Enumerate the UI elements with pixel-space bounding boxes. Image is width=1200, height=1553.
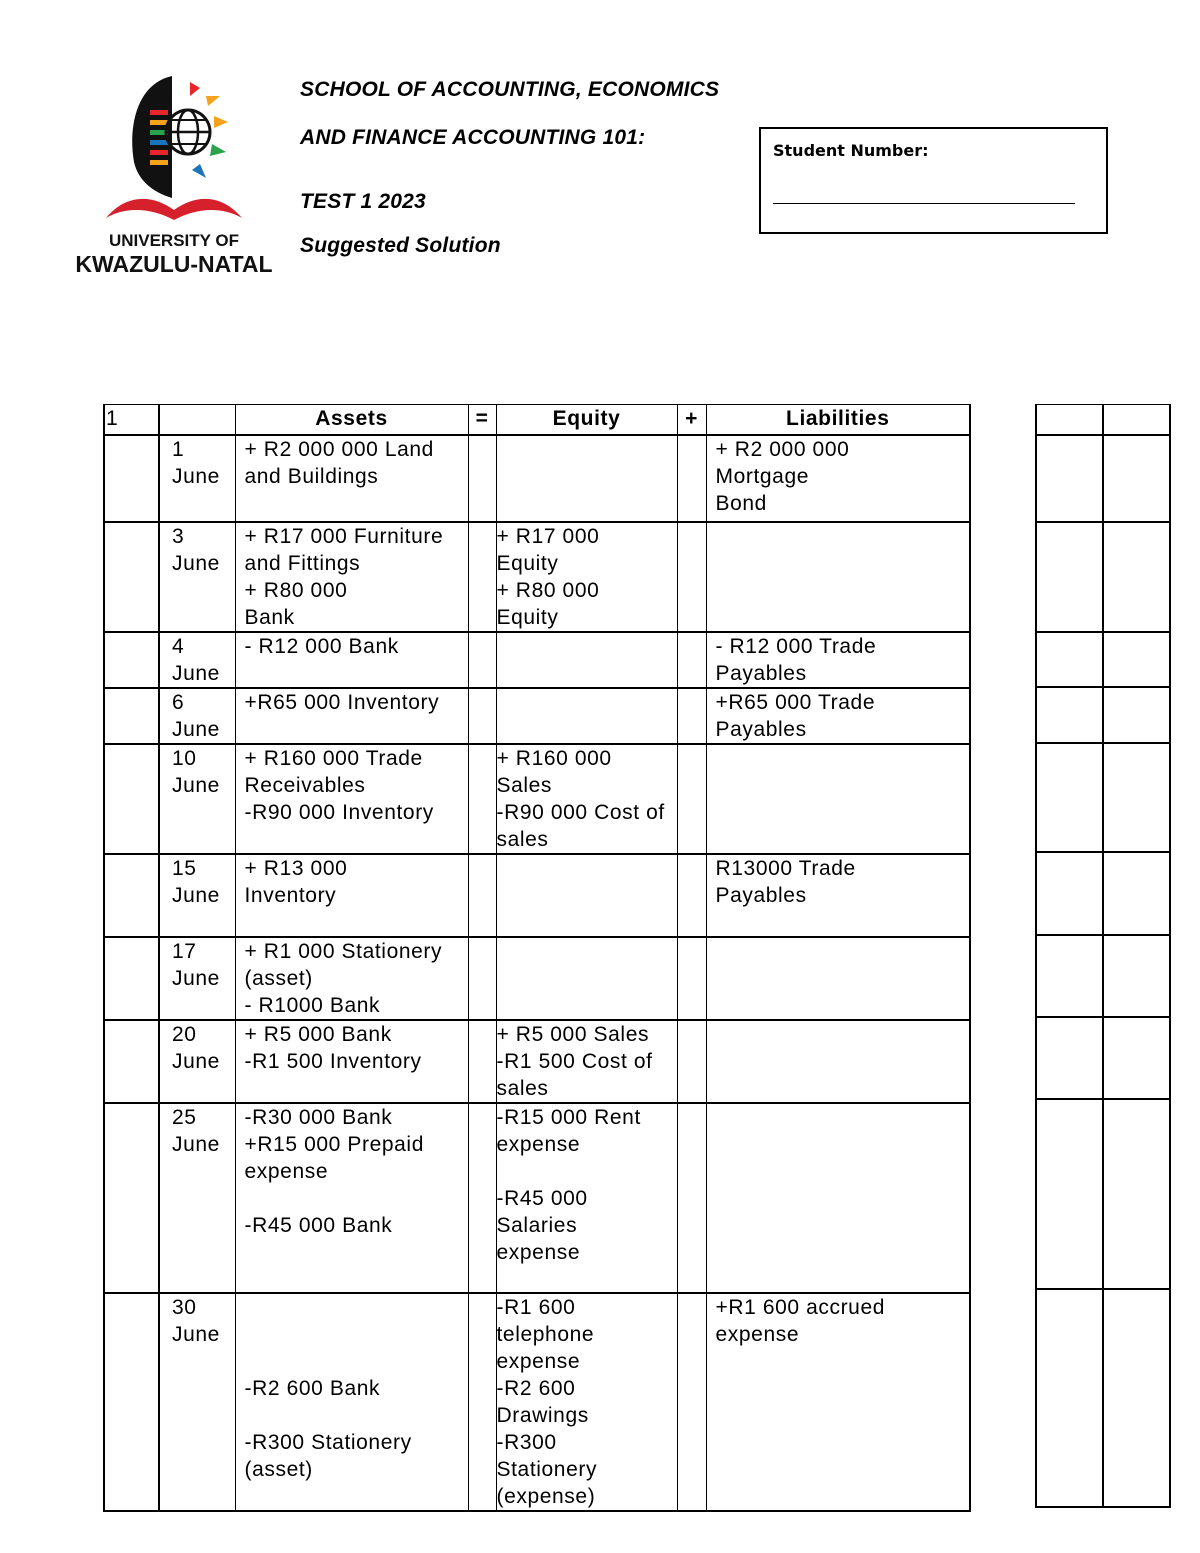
equity-cell-line: + R80 000 — [496, 578, 600, 602]
liabilities-cell — [706, 522, 970, 632]
marks-cell — [1036, 743, 1103, 852]
date-cell — [159, 937, 235, 1020]
assets-cell-line: -R2 600 Bank — [244, 1376, 381, 1400]
date-day: 6 — [172, 690, 185, 714]
assets-cell — [235, 744, 468, 854]
student-number-label: Student Number: — [773, 141, 929, 160]
marks-cell — [1103, 1017, 1170, 1099]
assets-cell-line — [245, 1321, 468, 1348]
equity-cell — [496, 937, 677, 1020]
liabilities-cell — [706, 937, 970, 1020]
assets-cell — [235, 1293, 468, 1511]
date-cell — [159, 1293, 235, 1511]
assets-cell-line — [245, 1348, 468, 1375]
table-row — [104, 688, 970, 744]
date-cell — [159, 1020, 235, 1103]
date-cell — [159, 632, 235, 688]
equity-cell-line: Drawings — [496, 1403, 589, 1427]
liabilities-cell-line: +R65 000 Trade — [715, 690, 876, 714]
date-month: June — [172, 1132, 220, 1156]
marks-cell — [1103, 852, 1170, 935]
header-plus-sign: + — [677, 405, 706, 435]
liabilities-cell — [706, 1293, 970, 1511]
equity-cell-line: -R1 600 — [496, 1295, 576, 1319]
equity-cell — [496, 744, 677, 854]
date-day: 20 — [172, 1022, 197, 1046]
equity-cell-line: telephone — [496, 1322, 595, 1346]
equity-cell-line: expense — [496, 1132, 581, 1156]
marks-row — [1036, 1289, 1170, 1507]
assets-cell-line: -R30 000 Bank — [244, 1105, 393, 1129]
date-month: June — [172, 551, 220, 575]
liabilities-cell-line: R13000 Trade — [715, 856, 856, 880]
marks-cell — [1036, 935, 1103, 1017]
svg-text:UNIVERSITY OF: UNIVERSITY OF — [108, 231, 240, 250]
liabilities-cell — [706, 632, 970, 688]
assets-cell-line: Inventory — [244, 883, 337, 907]
equity-cell — [496, 854, 677, 937]
equity-cell — [496, 435, 677, 522]
equity-cell-line: Stationery — [496, 1457, 598, 1481]
date-month: June — [172, 464, 220, 488]
marks-row — [1036, 852, 1170, 935]
table-header-row — [104, 405, 970, 435]
date-day: 4 — [172, 634, 185, 658]
equity-cell-line: + R160 000 — [496, 746, 612, 770]
equity-cell-line: Equity — [496, 605, 559, 629]
assets-cell-line: +R15 000 Prepaid — [244, 1132, 424, 1156]
equity-cell-line: -R90 000 Cost of — [496, 800, 665, 824]
date-month: June — [172, 661, 220, 685]
liabilities-cell-line: Bond — [715, 491, 767, 515]
assets-cell-line: + R160 000 Trade — [244, 746, 423, 770]
liabilities-cell — [706, 435, 970, 522]
marks-row — [1036, 1099, 1170, 1289]
assets-cell-line: and Buildings — [244, 464, 379, 488]
liabilities-cell-line: Mortgage — [715, 464, 810, 488]
equity-cell-line: Salaries — [496, 1213, 578, 1237]
equity-cell-line: sales — [496, 1076, 549, 1100]
equity-cell-line: Equity — [496, 551, 559, 575]
equity-cell-line: -R15 000 Rent — [496, 1105, 641, 1129]
equity-cell-line: -R45 000 — [496, 1186, 588, 1210]
assets-cell-line: + R80 000 — [244, 578, 348, 602]
date-month: June — [172, 966, 220, 990]
marks-cell — [1103, 1289, 1170, 1507]
marks-cell — [1036, 1017, 1103, 1099]
marks-cell — [1103, 1099, 1170, 1289]
date-month: June — [172, 1049, 220, 1073]
marks-cell — [1036, 852, 1103, 935]
date-month: June — [172, 1322, 220, 1346]
marks-cell — [1103, 522, 1170, 632]
header-line-2: AND FINANCE ACCOUNTING 101: — [300, 126, 646, 149]
marks-row — [1036, 743, 1170, 852]
liabilities-cell-line: - R12 000 Trade — [715, 634, 877, 658]
assets-cell — [235, 688, 468, 744]
date-day: 10 — [172, 746, 197, 770]
student-number-field[interactable] — [773, 203, 1075, 204]
marks-header-row — [1036, 405, 1170, 435]
assets-cell-line — [245, 1294, 468, 1321]
liabilities-cell-line: Payables — [715, 883, 807, 907]
marks-cell — [1103, 743, 1170, 852]
equity-cell-line: -R1 500 Cost of — [496, 1049, 653, 1073]
equity-cell-line: (expense) — [496, 1484, 596, 1508]
marks-cell — [1103, 687, 1170, 743]
student-number-box — [759, 127, 1108, 234]
date-day: 30 — [172, 1295, 197, 1319]
liabilities-cell — [706, 688, 970, 744]
marks-cell — [1036, 1099, 1103, 1289]
equity-cell-line: expense — [496, 1240, 581, 1264]
date-cell — [159, 1103, 235, 1293]
table-row — [104, 1103, 970, 1293]
equity-cell-line — [497, 1158, 677, 1185]
marks-row — [1036, 435, 1170, 522]
date-day: 17 — [172, 939, 197, 963]
marks-cell — [1036, 522, 1103, 632]
marks-row — [1036, 1017, 1170, 1099]
table-row — [104, 854, 970, 937]
date-cell — [159, 744, 235, 854]
assets-cell-line: - R1000 Bank — [244, 993, 381, 1017]
table-row — [104, 1293, 970, 1511]
table-row — [104, 744, 970, 854]
equity-cell-line: Sales — [496, 773, 553, 797]
assets-cell — [235, 937, 468, 1020]
assets-cell-line: Receivables — [244, 773, 366, 797]
date-cell — [159, 522, 235, 632]
header-line-4: Suggested Solution — [300, 234, 501, 257]
equity-cell — [496, 1293, 677, 1511]
liabilities-cell-line: Payables — [715, 717, 807, 741]
assets-cell-line — [245, 1402, 468, 1429]
assets-cell — [235, 1020, 468, 1103]
assets-cell-line: +R65 000 Inventory — [244, 690, 440, 714]
liabilities-cell — [706, 744, 970, 854]
marks-cell — [1103, 632, 1170, 687]
header-assets: Assets — [235, 405, 468, 435]
date-cell — [159, 688, 235, 744]
marks-cell — [1036, 1289, 1103, 1507]
equity-cell — [496, 688, 677, 744]
assets-cell-line — [245, 1185, 468, 1212]
liabilities-cell-line: + R2 000 000 — [715, 437, 850, 461]
header-line-3: TEST 1 2023 — [300, 190, 426, 213]
assets-cell-line: -R90 000 Inventory — [244, 800, 434, 824]
ukzn-crest-icon — [66, 70, 282, 282]
marks-row — [1036, 632, 1170, 687]
equity-cell — [496, 1020, 677, 1103]
assets-cell-line: -R1 500 Inventory — [244, 1049, 422, 1073]
assets-cell-line: (asset) — [244, 966, 313, 990]
table-row — [104, 522, 970, 632]
date-cell — [159, 854, 235, 937]
assets-cell-line: + R1 000 Stationery — [244, 939, 443, 963]
date-cell — [159, 435, 235, 522]
header-line-1: SCHOOL OF ACCOUNTING, ECONOMICS — [300, 78, 720, 101]
liabilities-cell-line: +R1 600 accrued — [715, 1295, 886, 1319]
assets-cell-line: -R45 000 Bank — [244, 1213, 393, 1237]
table-row — [104, 1020, 970, 1103]
liabilities-cell-line: Payables — [715, 661, 807, 685]
marks-cell — [1036, 632, 1103, 687]
marks-cell — [1036, 435, 1103, 522]
assets-cell-line: + R5 000 Bank — [244, 1022, 392, 1046]
assets-cell — [235, 522, 468, 632]
liabilities-cell-line: expense — [715, 1322, 800, 1346]
assets-cell — [235, 632, 468, 688]
liabilities-cell — [706, 854, 970, 937]
marks-cell — [1103, 435, 1170, 522]
assets-cell — [235, 1103, 468, 1293]
equity-cell — [496, 632, 677, 688]
assets-cell-line: + R2 000 000 Land — [244, 437, 434, 461]
date-month: June — [172, 883, 220, 907]
marks-column-table — [1035, 404, 1171, 1508]
equity-cell-line: expense — [496, 1349, 581, 1373]
assets-cell-line: Bank — [244, 605, 295, 629]
svg-text:KWAZULU-NATAL: KWAZULU-NATAL — [75, 251, 273, 277]
liabilities-cell — [706, 1103, 970, 1293]
date-day: 1 — [172, 437, 185, 461]
marks-cell — [1036, 687, 1103, 743]
assets-cell-line: expense — [244, 1159, 329, 1183]
equity-cell-line: -R2 600 — [496, 1376, 576, 1400]
assets-cell-line: - R12 000 Bank — [244, 634, 399, 658]
accounting-equation-table — [103, 404, 971, 1512]
equity-cell — [496, 1103, 677, 1293]
header-equity: Equity — [496, 405, 677, 435]
marks-row — [1036, 935, 1170, 1017]
equity-cell-line: -R300 — [496, 1430, 557, 1454]
assets-cell-line: (asset) — [244, 1457, 313, 1481]
assets-cell-line: -R300 Stationery — [244, 1430, 412, 1454]
question-number: 1 — [104, 405, 159, 435]
equity-cell — [496, 522, 677, 632]
liabilities-cell — [706, 1020, 970, 1103]
marks-row — [1036, 522, 1170, 632]
date-day: 15 — [172, 856, 197, 880]
assets-cell-line: and Fittings — [244, 551, 361, 575]
date-month: June — [172, 773, 220, 797]
table-row — [104, 937, 970, 1020]
marks-row — [1036, 687, 1170, 743]
assets-cell-line: + R13 000 — [244, 856, 348, 880]
table-row — [104, 632, 970, 688]
date-day: 25 — [172, 1105, 197, 1129]
equity-cell-line: sales — [496, 827, 549, 851]
assets-cell — [235, 854, 468, 937]
assets-cell-line: + R17 000 Furniture — [244, 524, 444, 548]
equity-cell-line: + R5 000 Sales — [496, 1022, 650, 1046]
header-equals-sign: = — [468, 405, 496, 435]
equity-cell-line: + R17 000 — [496, 524, 600, 548]
marks-cell — [1103, 935, 1170, 1017]
header-liabilities: Liabilities — [706, 405, 970, 435]
assets-cell — [235, 435, 468, 522]
table-row — [104, 435, 970, 522]
date-month: June — [172, 717, 220, 741]
date-day: 3 — [172, 524, 185, 548]
